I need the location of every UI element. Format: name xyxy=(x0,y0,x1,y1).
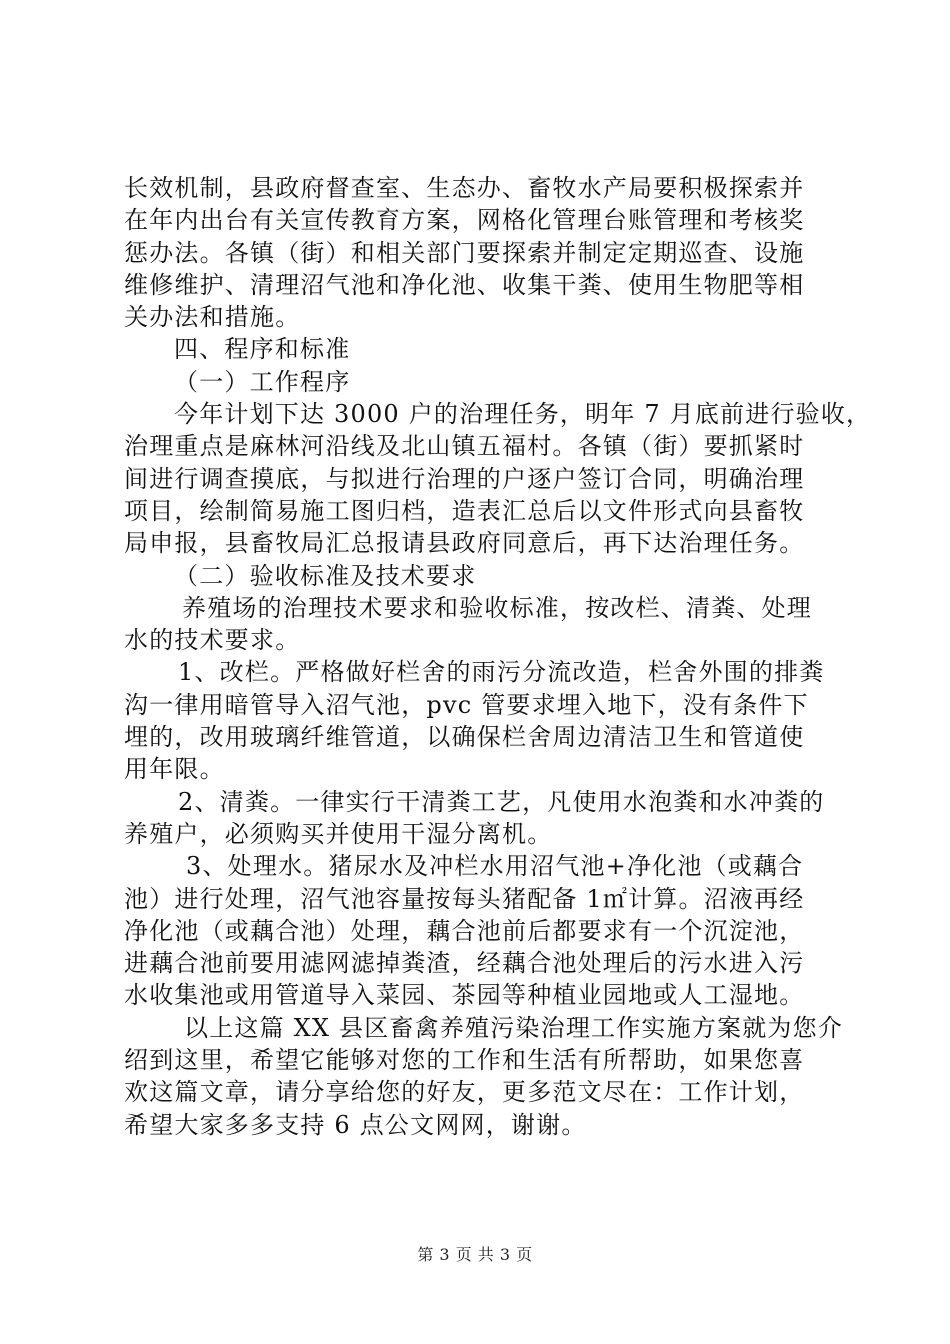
subsection-heading: （二）验收标准及技术要求 xyxy=(174,561,477,590)
document-body xyxy=(124,172,872,1141)
text-line: 局申报，县畜牧局汇总报请县政府同意后，再下达治理任务。 xyxy=(124,529,805,558)
text-line: 进藕合池前要用滤网滤掉粪渣，经藕合池处理后的污水进入污 xyxy=(124,949,805,978)
text-line: 惩办法。各镇（街）和相关部门要探索并制定定期巡查、设施 xyxy=(124,238,805,267)
text-line: 水的技术要求。 xyxy=(124,626,301,655)
paragraph-first-line: 以上这篇 XX 县区畜禽养殖污染治理工作实施方案就为您介 xyxy=(184,1013,844,1042)
text-line: 用年限。 xyxy=(124,755,225,784)
text-line: 埋的，改用玻璃纤维管道，以确保栏舍周边清洁卫生和管道使 xyxy=(124,723,805,752)
text-line: 沟一律用暗管导入沼气池，pvc 管要求埋入地下，没有条件下 xyxy=(124,690,809,719)
text-line: 希望大家多多支持 6 点公文网网，谢谢。 xyxy=(124,1110,587,1139)
text-line: 养殖户，必须购买并使用干湿分离机。 xyxy=(124,819,553,848)
subsection-heading: （一）工作程序 xyxy=(174,367,351,396)
text-line: 间进行调查摸底，与拟进行治理的户逐户签订合同，明确治理 xyxy=(124,464,805,493)
text-line: 池）进行处理，沼气池容量按每头猪配备 1㎡计算。沼液再经 xyxy=(124,884,805,913)
page-number-footer: 第 3 页 共 3 页 xyxy=(417,1245,533,1264)
paragraph-first-line: 今年计划下达 3000 户的治理任务，明年 7 月底前进行验收， xyxy=(174,400,872,429)
text-line: 项目，绘制简易施工图归档，造表汇总后以文件形式向县畜牧 xyxy=(124,496,805,525)
text-line: 绍到这里，希望它能够对您的工作和生活有所帮助，如果您喜 xyxy=(124,1046,805,1075)
text-line: 维修维护、清理沼气池和净化池、收集干粪、使用生物肥等相 xyxy=(124,270,805,299)
text-line: 净化池（或藕合池）处理，藕合池前后都要求有一个沉淀池， xyxy=(124,916,805,945)
paragraph-first-line: 3、处理水。猪尿水及冲栏水用沼气池+净化池（或藕合 xyxy=(186,852,804,881)
text-line: 欢这篇文章，请分享给您的好友，更多范文尽在：工作计划， xyxy=(124,1078,805,1107)
paragraph-first-line: 1、改栏。严格做好栏舍的雨污分流改造，栏舍外围的排粪 xyxy=(178,658,825,687)
text-line: 治理重点是麻林河沿线及北山镇五福村。各镇（街）要抓紧时 xyxy=(124,432,805,461)
section-heading: 四、程序和标准 xyxy=(174,335,351,364)
text-line: 水收集池或用管道导入菜园、茶园等种植业园地或人工湿地。 xyxy=(124,981,805,1010)
text-line: 在年内出台有关宣传教育方案，网格化管理台账管理和考核奖 xyxy=(124,206,805,235)
text-line: 长效机制，县政府督查室、生态办、畜牧水产局要积极探索并 xyxy=(124,174,805,202)
paragraph-first-line: 养殖场的治理技术要求和验收标准，按改栏、清粪、处理 xyxy=(182,593,812,622)
paragraph-first-line: 2、清粪。一律实行干清粪工艺，凡使用水泡粪和水冲粪的 xyxy=(178,787,825,816)
text-line: 关办法和措施。 xyxy=(124,303,301,332)
